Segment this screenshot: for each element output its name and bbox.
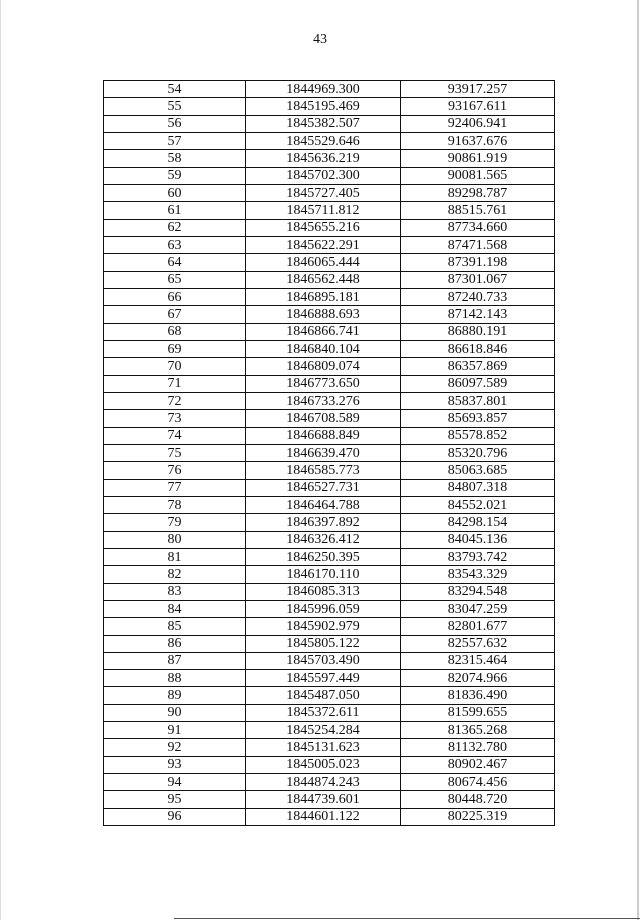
table-row [104,808,555,825]
table-row [104,392,555,409]
y-coordinate-cell: 87391.198 [401,254,555,271]
x-coordinate-cell: 1845902.979 [246,618,401,635]
y-coordinate-cell: 86357.869 [401,358,555,375]
y-coordinate-cell: 80674.456 [401,774,555,791]
y-coordinate-cell: 90861.919 [401,150,555,167]
point-number-cell: 54 [104,81,246,98]
table-row [104,739,555,756]
point-number-cell: 56 [104,115,246,132]
point-number-cell: 58 [104,150,246,167]
table-row [104,548,555,565]
point-number-cell: 85 [104,618,246,635]
x-coordinate-cell: 1846562.448 [246,271,401,288]
table-row [104,687,555,704]
point-number-cell: 82 [104,566,246,583]
point-number-cell: 84 [104,600,246,617]
table-row [104,670,555,687]
x-coordinate-cell: 1846733.276 [246,392,401,409]
point-number-cell: 88 [104,670,246,687]
y-coordinate-cell: 83294.548 [401,583,555,600]
y-coordinate-cell: 84045.136 [401,531,555,548]
y-coordinate-cell: 81365.268 [401,722,555,739]
table-row [104,600,555,617]
x-coordinate-cell: 1844739.601 [246,791,401,808]
y-coordinate-cell: 85320.796 [401,444,555,461]
table-row [104,722,555,739]
table-row [104,132,555,149]
table-row [104,566,555,583]
y-coordinate-cell: 89298.787 [401,184,555,201]
point-number-cell: 75 [104,444,246,461]
x-coordinate-cell: 1844601.122 [246,808,401,825]
y-coordinate-cell: 85837.801 [401,392,555,409]
x-coordinate-cell: 1845703.490 [246,652,401,669]
table-row [104,375,555,392]
x-coordinate-cell: 1845131.623 [246,739,401,756]
point-number-cell: 63 [104,236,246,253]
x-coordinate-cell: 1845372.611 [246,704,401,721]
point-number-cell: 86 [104,635,246,652]
x-coordinate-cell: 1846888.693 [246,306,401,323]
table-row [104,583,555,600]
y-coordinate-cell: 80448.720 [401,791,555,808]
x-coordinate-cell: 1846397.892 [246,514,401,531]
point-number-cell: 74 [104,427,246,444]
point-number-cell: 94 [104,774,246,791]
coordinate-table [103,80,555,826]
point-number-cell: 66 [104,288,246,305]
point-number-cell: 60 [104,184,246,201]
point-number-cell: 83 [104,583,246,600]
x-coordinate-cell: 1844969.300 [246,81,401,98]
x-coordinate-cell: 1845195.469 [246,98,401,115]
x-coordinate-cell: 1844874.243 [246,774,401,791]
x-coordinate-cell: 1845702.300 [246,167,401,184]
table-row [104,340,555,357]
x-coordinate-cell: 1846170.110 [246,566,401,583]
y-coordinate-cell: 90081.565 [401,167,555,184]
x-coordinate-cell: 1845529.646 [246,132,401,149]
table-row [104,410,555,427]
point-number-cell: 96 [104,808,246,825]
x-coordinate-cell: 1846688.849 [246,427,401,444]
y-coordinate-cell: 87240.733 [401,288,555,305]
x-coordinate-cell: 1846527.731 [246,479,401,496]
table-row [104,202,555,219]
table-row [104,652,555,669]
point-number-cell: 78 [104,496,246,513]
x-coordinate-cell: 1846085.313 [246,583,401,600]
point-number-cell: 76 [104,462,246,479]
x-coordinate-cell: 1845382.507 [246,115,401,132]
x-coordinate-cell: 1846464.788 [246,496,401,513]
table-row [104,479,555,496]
point-number-cell: 64 [104,254,246,271]
point-number-cell: 69 [104,340,246,357]
y-coordinate-cell: 87142.143 [401,306,555,323]
y-coordinate-cell: 82557.632 [401,635,555,652]
point-number-cell: 68 [104,323,246,340]
point-number-cell: 95 [104,791,246,808]
x-coordinate-cell: 1845805.122 [246,635,401,652]
x-coordinate-cell: 1846895.181 [246,288,401,305]
table-row [104,167,555,184]
y-coordinate-cell: 85063.685 [401,462,555,479]
y-coordinate-cell: 81599.655 [401,704,555,721]
x-coordinate-cell: 1845711.812 [246,202,401,219]
y-coordinate-cell: 87471.568 [401,236,555,253]
point-number-cell: 59 [104,167,246,184]
y-coordinate-cell: 80225.319 [401,808,555,825]
x-coordinate-cell: 1845597.449 [246,670,401,687]
y-coordinate-cell: 84298.154 [401,514,555,531]
point-number-cell: 81 [104,548,246,565]
y-coordinate-cell: 82074.966 [401,670,555,687]
x-coordinate-cell: 1845996.059 [246,600,401,617]
point-number-cell: 90 [104,704,246,721]
point-number-cell: 70 [104,358,246,375]
x-coordinate-cell: 1845622.291 [246,236,401,253]
table-row [104,236,555,253]
table-row [104,635,555,652]
x-coordinate-cell: 1845487.050 [246,687,401,704]
table-row [104,288,555,305]
point-number-cell: 92 [104,739,246,756]
x-coordinate-cell: 1846250.395 [246,548,401,565]
x-coordinate-cell: 1845636.219 [246,150,401,167]
scan-right-edge [637,0,639,920]
y-coordinate-cell: 83543.329 [401,566,555,583]
point-number-cell: 73 [104,410,246,427]
point-number-cell: 65 [104,271,246,288]
point-number-cell: 61 [104,202,246,219]
y-coordinate-cell: 84552.021 [401,496,555,513]
y-coordinate-cell: 88515.761 [401,202,555,219]
y-coordinate-cell: 92406.941 [401,115,555,132]
x-coordinate-cell: 1846866.741 [246,323,401,340]
y-coordinate-cell: 93167.611 [401,98,555,115]
table-row [104,791,555,808]
point-number-cell: 55 [104,98,246,115]
x-coordinate-cell: 1846708.589 [246,410,401,427]
point-number-cell: 71 [104,375,246,392]
x-coordinate-cell: 1846585.773 [246,462,401,479]
y-coordinate-cell: 86618.846 [401,340,555,357]
point-number-cell: 79 [104,514,246,531]
bottom-rule [174,918,640,919]
x-coordinate-cell: 1846809.074 [246,358,401,375]
table-row [104,444,555,461]
point-number-cell: 77 [104,479,246,496]
table-row [104,271,555,288]
y-coordinate-cell: 82801.677 [401,618,555,635]
table-row [104,323,555,340]
y-coordinate-cell: 87734.660 [401,219,555,236]
x-coordinate-cell: 1846840.104 [246,340,401,357]
y-coordinate-cell: 81132.780 [401,739,555,756]
y-coordinate-cell: 83047.259 [401,600,555,617]
x-coordinate-cell: 1845727.405 [246,184,401,201]
table-row [104,219,555,236]
y-coordinate-cell: 80902.467 [401,756,555,773]
table-row [104,427,555,444]
point-number-cell: 72 [104,392,246,409]
x-coordinate-cell: 1845254.284 [246,722,401,739]
y-coordinate-cell: 81836.490 [401,687,555,704]
y-coordinate-cell: 85578.852 [401,427,555,444]
x-coordinate-cell: 1846639.470 [246,444,401,461]
table-row [104,306,555,323]
table-row [104,462,555,479]
point-number-cell: 80 [104,531,246,548]
y-coordinate-cell: 93917.257 [401,81,555,98]
table-row [104,81,555,98]
table-row [104,150,555,167]
y-coordinate-cell: 82315.464 [401,652,555,669]
table-row [104,514,555,531]
point-number-cell: 91 [104,722,246,739]
point-number-cell: 87 [104,652,246,669]
table-row [104,618,555,635]
table-row [104,704,555,721]
y-coordinate-cell: 87301.067 [401,271,555,288]
y-coordinate-cell: 84807.318 [401,479,555,496]
x-coordinate-cell: 1846326.412 [246,531,401,548]
coordinate-table-body [104,81,555,826]
point-number-cell: 62 [104,219,246,236]
scan-left-edge [0,0,1,920]
page-number: 43 [313,32,327,47]
y-coordinate-cell: 86097.589 [401,375,555,392]
x-coordinate-cell: 1845005.023 [246,756,401,773]
point-number-cell: 93 [104,756,246,773]
x-coordinate-cell: 1846065.444 [246,254,401,271]
table-row [104,496,555,513]
table-row [104,774,555,791]
table-row [104,115,555,132]
x-coordinate-cell: 1845655.216 [246,219,401,236]
table-row [104,98,555,115]
y-coordinate-cell: 83793.742 [401,548,555,565]
y-coordinate-cell: 86880.191 [401,323,555,340]
table-row [104,756,555,773]
y-coordinate-cell: 91637.676 [401,132,555,149]
table-row [104,358,555,375]
x-coordinate-cell: 1846773.650 [246,375,401,392]
point-number-cell: 67 [104,306,246,323]
table-row [104,254,555,271]
point-number-cell: 57 [104,132,246,149]
point-number-cell: 89 [104,687,246,704]
table-row [104,531,555,548]
y-coordinate-cell: 85693.857 [401,410,555,427]
table-row [104,184,555,201]
